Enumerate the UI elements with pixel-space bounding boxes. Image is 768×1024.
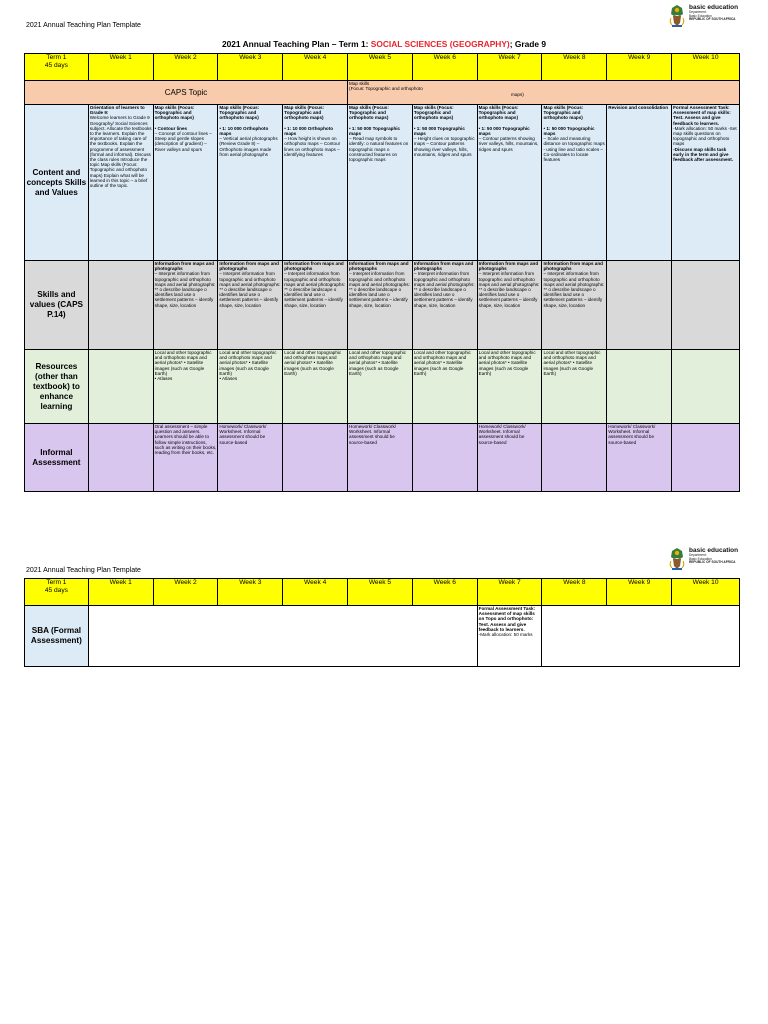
skills-head: Information from maps and photographs bbox=[478, 261, 539, 272]
skills-body: – Interpret information from topographic and orthophoto maps and aerial photographs: ** o describe landscape o identifies land use o settlement patterns – identify shape, size, location bbox=[154, 271, 216, 308]
caps-topic-line3: maps) bbox=[511, 91, 524, 97]
week-header: Week 6 bbox=[412, 579, 477, 606]
w10-body: -Mark allocation: 50 marks -Set map skills questions on topographic and orthophoto maps bbox=[673, 125, 737, 147]
w7-head: Map skills (Focus: Topographic and orthophoto maps) bbox=[478, 105, 519, 121]
content-week5 bbox=[348, 105, 413, 261]
resources-atlases: • Atlases bbox=[219, 376, 238, 382]
skills-head: Information from maps and photographs bbox=[284, 261, 344, 272]
term-header bbox=[25, 579, 89, 606]
skills-body: – Interpret information from topographic and orthophoto maps and aerial photographs: ** o describe landscape o identifies land use o settlement patterns – identify shape, size, location bbox=[284, 271, 346, 308]
content-week8 bbox=[542, 105, 607, 261]
skills-head: Information from maps and photographs bbox=[154, 261, 215, 272]
resources-week3 bbox=[218, 350, 283, 424]
skills-head: Information from maps and photographs bbox=[349, 261, 409, 272]
w6-head: Map skills (Focus: Topographic and orthophoto maps) bbox=[413, 105, 454, 121]
resources-body: Local and other topographic and orthophoto maps and aerial photos* • Satellite images (such as Google Earth) bbox=[349, 350, 406, 376]
sba-table bbox=[24, 578, 740, 667]
skills-week6 bbox=[412, 261, 477, 350]
w4-body: – How height is shown on orthophoto maps – Contour lines on orthophoto maps – identifying features bbox=[284, 136, 341, 157]
caps-topic-row bbox=[25, 81, 740, 105]
header-row bbox=[25, 54, 740, 81]
content-week4 bbox=[283, 105, 348, 261]
content-row bbox=[25, 105, 740, 261]
informal-week5: Homework/ Classwork/ Worksheet. Informal assessment should be source-based bbox=[348, 424, 413, 492]
logo-line2: Basic Education bbox=[689, 556, 712, 561]
w6-body: – Height clues on topographic maps – Contour patterns showing river valleys, hills, mountains, ridges and spurs bbox=[413, 136, 475, 157]
content-week6 bbox=[412, 105, 477, 261]
resources-week10 bbox=[672, 350, 740, 424]
informal-week6 bbox=[412, 424, 477, 492]
dbe-logo-page2 bbox=[668, 547, 738, 571]
skills-head: Information from maps and photographs bbox=[413, 261, 474, 272]
logo-line1: Department: bbox=[689, 553, 707, 557]
week-header: Week 4 bbox=[283, 579, 348, 606]
coat-of-arms-icon bbox=[668, 547, 686, 571]
informal-row bbox=[25, 424, 740, 492]
resources-body: Local and other topographic and orthophoto maps and aerial photos* • Satellite images (such as Google Earth) bbox=[154, 350, 212, 376]
w3-body: – Vertical aerial photographs (Review Grade 8) – Orthophoto images made from aerial photographs bbox=[219, 136, 278, 157]
caps-topic-line1: Map skills bbox=[349, 81, 370, 86]
sba-weeks-8-10 bbox=[542, 606, 740, 667]
skills-body: – Interpret information from topographic and orthophoto maps and aerial photographs: ** o describe landscape o identifies land use o settlement patterns – identify shape, size, location bbox=[219, 271, 281, 308]
w3-sub: • 1: 10 000 Orthophoto maps bbox=[219, 125, 269, 137]
skills-week10 bbox=[672, 261, 740, 350]
content-week10 bbox=[672, 105, 740, 261]
informal-label: Informal Assessment bbox=[25, 424, 89, 492]
week-header: Week 4 bbox=[283, 54, 348, 81]
caps-topic-label bbox=[25, 81, 348, 105]
term-days: 45 days bbox=[44, 61, 68, 69]
skills-body: – Interpret information from topographic and orthophoto maps and aerial photographs: ** o describe landscape o identifies land use o settlement patterns – identify shape, size, location bbox=[543, 271, 605, 308]
w4-sub: • 1: 10 000 Orthophoto maps bbox=[284, 125, 334, 137]
caps-topic-line2: (Focus: Topographic and orthophoto bbox=[349, 86, 423, 92]
content-week9 bbox=[607, 105, 672, 261]
week-header: Week 1 bbox=[88, 579, 153, 606]
informal-week4 bbox=[283, 424, 348, 492]
skills-week1 bbox=[88, 261, 153, 350]
w1-head: Orientation of learners to Grade 9: bbox=[89, 105, 145, 116]
w8-body: – Scale and measuring distance on topographic maps - using line and ratio scales – Co-ordinates to locate features bbox=[543, 136, 605, 163]
content-week2 bbox=[153, 105, 218, 261]
content-label: Content and concepts Skills and Values bbox=[25, 105, 89, 261]
term-days: 45 days bbox=[44, 586, 68, 594]
sba-w7-body: -Mark allocation: 50 marks bbox=[478, 632, 533, 638]
w5-head: Map skills (Focus: Topographic and orthophoto maps) bbox=[349, 105, 389, 121]
week-header: Week 9 bbox=[607, 54, 672, 81]
week-header: Week 8 bbox=[542, 579, 607, 606]
sba-w7-head: Formal Assessment Task: Assessment of map skills on Topo and orthophoto: Test. Assess and give feedback to learners. bbox=[478, 606, 536, 632]
logo-name: basic education bbox=[689, 4, 739, 11]
w2-head: Map skills (Focus: Topographic and orthophoto maps) bbox=[154, 105, 195, 121]
informal-week8 bbox=[542, 424, 607, 492]
week-header: Week 9 bbox=[607, 579, 672, 606]
content-week1 bbox=[88, 105, 153, 261]
skills-week2 bbox=[153, 261, 218, 350]
title-prefix: 2021 Annual Teaching Plan – Term 1: bbox=[221, 39, 371, 49]
skills-head: Information from maps and photographs bbox=[543, 261, 603, 272]
informal-week10 bbox=[672, 424, 740, 492]
w8-head: Map skills (Focus: Topographic and orthophoto maps) bbox=[543, 105, 584, 121]
w2-body: – Concept of contour lines – Steep and gentle slopes (description of gradient) – River valleys and spurs bbox=[154, 131, 212, 152]
w5-sub: • 1: 50 000 Topographic maps bbox=[349, 125, 401, 137]
logo-line3: REPUBLIC OF SOUTH AFRICA bbox=[689, 560, 736, 565]
sba-weeks-1-6 bbox=[88, 606, 477, 667]
skills-head: Information from maps and photographs bbox=[219, 261, 279, 272]
week-header: Week 6 bbox=[412, 54, 477, 81]
w5-body: – Read map symbols to identify: o natural features on topographic maps o constructed features on topographic maps bbox=[349, 136, 409, 163]
template-title: 2021 Annual Teaching Plan Template bbox=[26, 22, 141, 29]
term-label: Term 1 bbox=[46, 54, 67, 61]
w10-head: Formal Assessment Task: Assessment of map skills: Test. Assess and give feedback to learners. bbox=[673, 105, 731, 126]
title-subject: SOCIAL SCIENCES (GEOGRAPHY) bbox=[370, 39, 510, 49]
resources-body: Local and other topographic and orthophoto maps and aerial photos* • Satellite images (such as Google Earth) bbox=[478, 350, 536, 376]
week-header: Week 3 bbox=[218, 579, 283, 606]
w6-sub: • 1: 50 000 Topographic maps bbox=[413, 125, 465, 137]
title-suffix: ; Grade 9 bbox=[509, 39, 547, 49]
skills-body: – Interpret information from topographic and orthophoto maps and aerial photographs: ** o describe landscape o identifies land use o settlement patterns – identify shape, size, location bbox=[413, 271, 475, 308]
week-header: Week 10 bbox=[672, 54, 740, 81]
resources-body: Local and other topographic and orthophoto maps and aerial photos* • Satellite images (such as Google Earth) bbox=[284, 350, 342, 376]
skills-week8 bbox=[542, 261, 607, 350]
week-header: Week 7 bbox=[477, 579, 542, 606]
skills-week7 bbox=[477, 261, 542, 350]
w8-sub: • 1: 50 000 Topographic maps bbox=[543, 125, 595, 137]
resources-body: Local and other topographic and orthophoto maps and aerial photos* • Satellite images (such as Google Earth) bbox=[413, 350, 471, 376]
skills-week9 bbox=[607, 261, 672, 350]
logo-line1: Department: bbox=[689, 10, 707, 14]
resources-week2 bbox=[153, 350, 218, 424]
week-header: Week 3 bbox=[218, 54, 283, 81]
resources-week4 bbox=[283, 350, 348, 424]
skills-body: – Interpret information from topographic and orthophoto maps and aerial photographs: ** o describe landscape o identifies land use o settlement patterns – identify shape, size, location bbox=[349, 271, 410, 308]
sba-row bbox=[25, 606, 740, 667]
informal-week9: Homework/ Classwork/ Worksheet. Informal assessment should be source-based bbox=[607, 424, 672, 492]
w1-body: Welcome learners to Grade 9 Geography/ Social Sciences subject. Allocate the textbooks to the learners. Explain the importance of taking care of the textbooks. Explain the programme of assessment (formal and informal). Discuss the class rules Introduce the topic Map skills (Focus: Topographic and orthophoto maps) Explain what will be learned in this topic – a brief outline of the topic. bbox=[89, 115, 152, 189]
resources-row bbox=[25, 350, 740, 424]
w4-head: Map skills (Focus: Topographic and orthophoto maps) bbox=[284, 105, 325, 121]
informal-week7: Homework/ Classwork/ Worksheet. Informal assessment should be source-based bbox=[477, 424, 542, 492]
week-header: Week 2 bbox=[153, 579, 218, 606]
week-header: Week 5 bbox=[348, 579, 413, 606]
logo-line3: REPUBLIC OF SOUTH AFRICA bbox=[689, 17, 736, 22]
content-week3 bbox=[218, 105, 283, 261]
week-header: Week 10 bbox=[672, 579, 740, 606]
logo-line2: Basic Education bbox=[689, 13, 712, 18]
week-header: Week 7 bbox=[477, 54, 542, 81]
skills-body: – Interpret information from topographic and orthophoto maps and aerial photographs: ** o describe landscape o identifies land use o settlement patterns – identify shape, size, location bbox=[478, 271, 540, 308]
w3-head: Map skills (Focus: Topographic and orthophoto maps) bbox=[219, 105, 260, 121]
resources-week8 bbox=[542, 350, 607, 424]
w2-sub: • Contour lines bbox=[154, 125, 188, 131]
dbe-logo bbox=[668, 4, 738, 28]
w10-tail: -Discuss map skills task early in the term and give feedback after assessment. bbox=[673, 146, 734, 163]
skills-week4 bbox=[283, 261, 348, 350]
skills-label: Skills and values (CAPS P.14) bbox=[25, 261, 89, 350]
resources-week1 bbox=[88, 350, 153, 424]
caps-label-text: CAPS Topic bbox=[164, 88, 208, 97]
sba-label: SBA (Formal Assessment) bbox=[25, 606, 89, 667]
teaching-plan-table bbox=[24, 53, 740, 492]
resources-week5 bbox=[348, 350, 413, 424]
w7-body: – Contour patterns showing river valleys, hills, mountains, ridges and spurs bbox=[478, 136, 539, 152]
resources-label: Resources (other than textbook) to enhance learning bbox=[25, 350, 89, 424]
term-label: Term 1 bbox=[46, 579, 67, 586]
week-header: Week 5 bbox=[348, 54, 413, 81]
term-header bbox=[25, 54, 89, 81]
informal-week2: Oral assessment – simple question and answers. Learners should be able to follow simple instructions, such as writing on their books, reading from their books, etc. bbox=[153, 424, 218, 492]
week-header: Week 2 bbox=[153, 54, 218, 81]
resources-week7 bbox=[477, 350, 542, 424]
page-title bbox=[0, 39, 768, 49]
resources-atlases: • Atlases bbox=[154, 376, 173, 382]
week-header: Week 8 bbox=[542, 54, 607, 81]
skills-week5 bbox=[348, 261, 413, 350]
skills-row bbox=[25, 261, 740, 350]
resources-body: Local and other topographic and orthophoto maps and aerial photos* • Satellite images (such as Google Earth) bbox=[543, 350, 601, 376]
skills-week3 bbox=[218, 261, 283, 350]
informal-week1 bbox=[88, 424, 153, 492]
resources-week9 bbox=[607, 350, 672, 424]
content-week7 bbox=[477, 105, 542, 261]
w7-sub: • 1: 50 000 Topographic maps bbox=[478, 125, 530, 137]
resources-body: Local and other topographic and orthophoto maps and aerial photos* • Satellite images (such as Google Earth) bbox=[219, 350, 277, 376]
caps-topic-value bbox=[348, 81, 740, 105]
resources-week6 bbox=[412, 350, 477, 424]
template-title-page2: 2021 Annual Teaching Plan Template bbox=[26, 567, 141, 574]
sba-week7 bbox=[477, 606, 542, 667]
coat-of-arms-icon bbox=[668, 4, 686, 28]
sba-header-row bbox=[25, 579, 740, 606]
week-header: Week 1 bbox=[88, 54, 153, 81]
logo-name: basic education bbox=[689, 547, 739, 554]
informal-week3: Homework/ Classwork/ Worksheet. Informal assessment should be source-based bbox=[218, 424, 283, 492]
w9-head: Revision and consolidation bbox=[608, 105, 669, 110]
